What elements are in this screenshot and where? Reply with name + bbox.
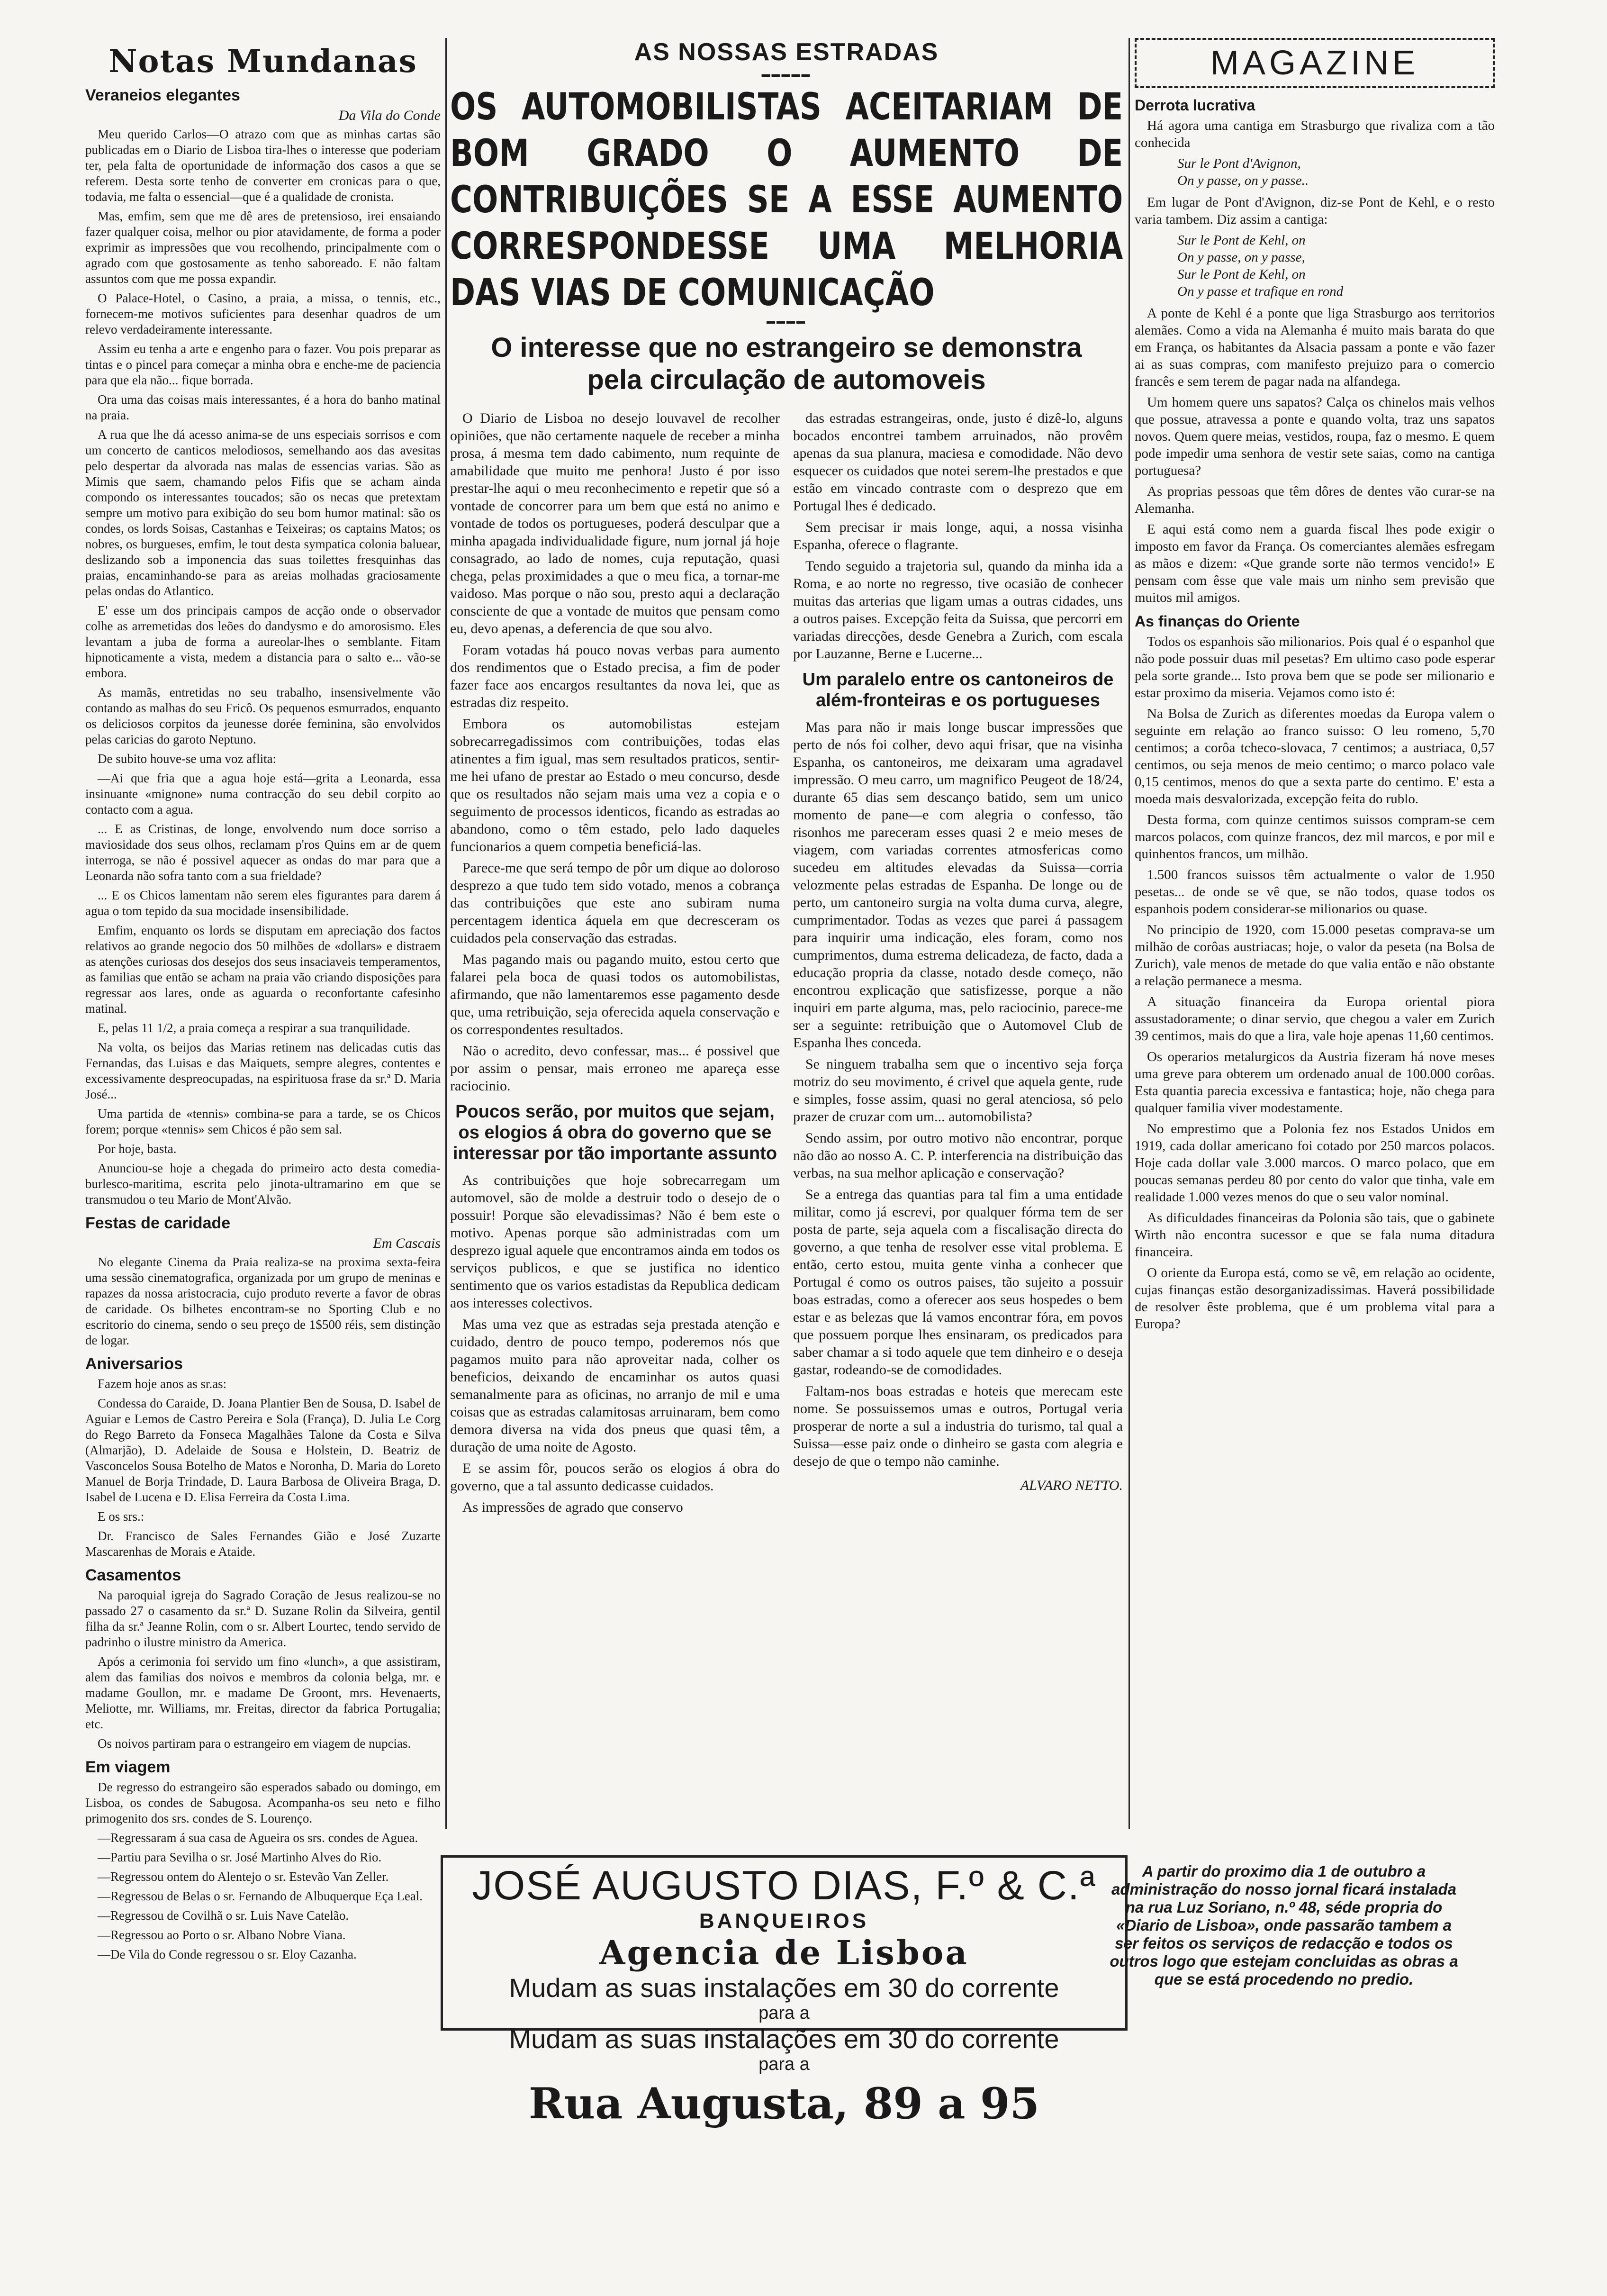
article-column-a-text bbox=[450, 409, 780, 1095]
headline-divider: ▬▬▬▬ bbox=[767, 316, 806, 326]
section-title-derrota: Derrota lucrativa bbox=[1135, 97, 1255, 114]
paragraph: Faltam-nos boas estradas e hoteis que merecam este nome. Se possuissemos umas e outros, Portugal veria prosperar de norte a sul a industria do turismo, tal qual a Suissa—esse paiz onde o dinheiro se gasta com alegria e desejo de que o tempo não caminhe. bbox=[793, 1383, 1123, 1469]
paragraph: Embora os automobilistas estejam sobrecarregadissimos com contribuições, todas elas atinentes a fim igual, mas sem resultados praticos, sentir-me hei ufano de prestar ao Estado o meu concurso, desde que os resultados não sejam mais uma vez a copia e o seguimento de processos identicos, ficando as estradas ao abandono, como o têm estado, pelo lado daqueles funcionarios a quem competia beneficiá-las. bbox=[450, 716, 780, 854]
paragraph: As dificuldades financeiras da Polonia são tais, que o gabinete Wirth não encontra sucessor e que se fala numa ditadura financeira. bbox=[1135, 1210, 1495, 1260]
paragraph: Condessa do Caraide, D. Joana Plantier Ben de Sousa, D. Isabel de Aguiar e Lemos de Castro Pereira e Sola (França), D. Julia Le Corg do Rego Barreto da Fonseca Magalhães Talone da Costa e Silva (Almarjão), D. Adelaide de Sousa e Holstein, D. Beatriz de Vasconcelos Sousa Botelho de Matos e Noronha, D. Maria do Loreto Manuel de Borja Trindade, D. Laura Barbosa de Oliveira Braga, D. Isabel de Lucena e D. Elisa Ferreira da Costa Lima. bbox=[85, 1396, 441, 1504]
ad-move-line-2: para a bbox=[758, 2003, 810, 2023]
paragraph: As contribuições que hoje sobrecarregam um automovel, são de molde a destruir todo o desejo de o possuir! Porque são elevadissimas? Não é bem este o motivo. Apenas porque são administradas com um desprezo igual aquele que encontramos ainda em todos os serviços publicos, e que se justifica no identico sentimento que os varios estadistas da Republica dedicam aos interesses colectivos. bbox=[450, 1172, 780, 1311]
paragraph: Foram votadas há pouco novas verbas para aumento dos rendimentos que o Estado precisa, a fim de poder fazer face aos encargos resultantes da nova lei, que as estradas diz respeito. bbox=[450, 642, 780, 710]
paragraph: Mas uma vez que as estradas seja prestada atenção e cuidado, dentro de pouco tempo, poderemos nós que pagamos muito para não aproveitar nada, colher os beneficios, deixando de encaminhar os autos quasi semanalmente para as oficinas, no arranjo de mil e uma coisas que as estradas calamitosas arruinaram, bem como demora diversa na vida dos pneus que quasi têm, a duração de uma noite de Agosto. bbox=[450, 1316, 780, 1455]
paragraph: —Regressou de Belas o sr. Fernando de Albuquerque Eça Leal. bbox=[98, 1889, 423, 1903]
ad-move-line-1: Mudam as suas instalações em 30 do corrente bbox=[509, 1973, 1059, 2003]
section-title: Festas de caridade bbox=[85, 1214, 231, 1232]
article-body bbox=[450, 409, 1123, 1520]
paragraph: Mas pagando mais ou pagando muito, estou certo que falarei pela boca de quasi todos os automobilistas, afirmando, que não lamentaremos esse pagamento desde que, uma retribuição, seja oferecida aquela conservação e os correspondentes resultados. bbox=[450, 952, 780, 1037]
ad-agency: Agencia de Lisboa bbox=[599, 1933, 969, 1972]
paragraph: ... E os Chicos lamentam não serem eles figurantes para darem á agua o tom tepido da sua mocidade insensibilidade. bbox=[85, 888, 441, 918]
paragraph: —Regressou de Covilhã o sr. Luis Nave Catelão. bbox=[98, 1908, 349, 1923]
paragraph: —Regressou ontem do Alentejo o sr. Estevão Van Zeller. bbox=[98, 1869, 389, 1884]
article-column-b-text bbox=[793, 409, 1123, 662]
paragraph: Os noivos partiram para o estrangeiro em viagem de nupcias. bbox=[98, 1736, 411, 1751]
kicker-divider: ▬▬▬▬▬ bbox=[761, 69, 812, 79]
administration-notice: A partir do proximo dia 1 de outubro a administração do nosso jornal ficará instalada na rua Luz Soriano, n.º 48, séde propria do «Diario de Lisboa», onde passarão tambem a ser feitos os serviços de redacção e todos os outros logo que estejam concluidas as obras a que se está procedendo no predio. bbox=[1110, 1862, 1458, 1988]
paragraph: Em lugar de Pont d'Avignon, diz-se Pont de Kehl, e o resto varia tambem. Diz assim a cantiga: bbox=[1135, 195, 1495, 227]
article-column-a bbox=[450, 409, 780, 1520]
paragraph: E se assim fôr, poucos serão os elogios á obra do governo, que a tal assunto dedicasse cuidados. bbox=[450, 1461, 780, 1494]
left-sections bbox=[85, 86, 441, 1962]
paragraph: O Palace-Hotel, o Casino, a praia, a missa, o tennis, etc., fornecem-me motivos suficientes para desenhar quadros de um relevo verdadeiramente interessante. bbox=[85, 291, 441, 336]
paragraph: —Ai que fria que a agua hoje está—grita a Leonarda, essa insinuante «mignone» numa contracção do seu debil corpito ao contacto com a agua. bbox=[85, 771, 441, 817]
notas-mundanas-masthead: Notas Mundanas bbox=[108, 43, 417, 80]
paragraph: Uma partida de «tennis» combina-se para a tarde, se os Chicos forem; porque «tennis» sem Chicos é pão sem sal. bbox=[85, 1107, 441, 1136]
paragraph: As proprias pessoas que têm dôres de dentes vão curar-se na Alemanha. bbox=[1135, 484, 1495, 516]
paragraph: Fazem hoje anos as sr.as: bbox=[98, 1377, 227, 1391]
derrota-paragraphs bbox=[1135, 305, 1495, 606]
paragraph: E aqui está como nem a guarda fiscal lhes pode exigir o imposto em favor da França. Os comerciantes alemães esfregam as mãos e dizem: «Que grande sorte não termos vencido!» E pensam com êsse que vale mais um ninho sem previsão que muitos mil amigos. bbox=[1135, 522, 1495, 605]
paragraph: No emprestimo que a Polonia fez nos Estados Unidos em 1919, cada dollar americano foi cotado por 250 marcos polacos. Hoje cada dollar vale 3.000 marcos. O marco polaco, que em poucas semanas perdeu 80 por cento do valor que tinha, vale em realidade 1.000 vezes menos do que o seu valor nominal. bbox=[1135, 1121, 1495, 1205]
paragraph: Ora uma das coisas mais interessantes, é a hora do banho matinal na praia. bbox=[85, 392, 441, 422]
column-rule-left bbox=[445, 38, 447, 1829]
paragraph: Tendo seguido a trajetoria sul, quando da minha ida a Roma, e ao norte no regresso, tive ocasião de conhecer muitas das arterias que ligam umas a outras cidades, uns a outros paises. Excepção feita da Suissa, que percorri em variadas direcções, desde Genebra a Zurich, com escala por Lauzanne, Berne e Lucerne... bbox=[793, 558, 1123, 662]
ad-bank-name: JOSÉ AUGUSTO DIAS, F.º & C.ª bbox=[472, 1863, 1096, 1908]
article-column-b-text-2 bbox=[793, 718, 1123, 1470]
notas-mundanas-column bbox=[85, 33, 441, 2038]
paragraph: —Partiu para Sevilha o sr. José Martinho Alves do Rio. bbox=[98, 1850, 382, 1864]
paragraph: A situação financeira da Europa oriental piora assustadoramente; o dinar servio, que chegou a valer em Zurich 39 centimos, mais do que a lira, vale hoje apenas 11,60 centimos. bbox=[1135, 994, 1495, 1044]
paragraph: —Regressaram á sua casa de Agueira os srs. condes de Aguea. bbox=[98, 1831, 418, 1845]
financas-paragraphs bbox=[1135, 633, 1495, 1333]
magazine-column bbox=[1135, 33, 1495, 1834]
ad-street: Rua Augusta, 89 a 95 bbox=[528, 2078, 1040, 2129]
paragraph: Há agora uma cantiga em Strasburgo que rivaliza com a tão conhecida bbox=[1135, 118, 1495, 150]
paragraph: Um homem quere uns sapatos? Calça os chinelos mais velhos que possue, atravessa a ponte e quando volta, traz uns sapatos novos. Quem quere meias, vestidos, roupa, faz o mesmo. E quem pode impedir uma senhora de vestir sete saias, como na cantiga portuguesa? bbox=[1135, 395, 1495, 478]
section-title: Veraneios elegantes bbox=[85, 86, 240, 104]
paragraph: Na paroquial igreja do Sagrado Coração de Jesus realizou-se no passado 27 o casamento da sr.ª D. Suzane Rolin da Silveira, gentil filha da sr.ª Jeanne Rolin, com o sr. Albert Lourtec, tendo servido de padrinho o ilustre ministro da America. bbox=[85, 1588, 441, 1649]
main-article bbox=[450, 33, 1123, 1858]
paragraph: Assim eu tenha a arte e engenho para o fazer. Vou pois preparar as tintas e o pincel para começar a minha obra e enche-me de paciencia para que ela não... fique borrada. bbox=[85, 342, 441, 387]
verse-avignon: Sur le Pont d'Avignon, On y passe, on y passe.. bbox=[1177, 156, 1309, 188]
paragraph: A ponte de Kehl é a ponte que liga Strasburgo aos territorios alemães. Como a vida na Alemanha é muito mais barata do que em França, os habitantes da Alsacia passam a ponte e vão fazer ai as suas compras, com manifesto prejuizo para o comercio francês e sem terem de pagar nada na alfandega. bbox=[1135, 306, 1495, 389]
article-signature: ALVARO NETTO. bbox=[1020, 1478, 1123, 1493]
paragraph: Mas para não ir mais longe buscar impressões que perto de nós foi colher, devo aqui frisar, que na visinha Espanha, os cantoneiros, me deixaram uma agradavel impressão. O meu carro, um magnifico Peugeot de 18/24, durante 65 dias sem descanço batido, sem um unico momento de pane—e com alegria o confesso, tão risonhos me pareceram esses quasi 2 e meio meses de viagem, com variadas correntes atmosfericas como sucedeu em altitudes elevadas da Suissa—corria velozmente pelas estradas de Espanha. De longe ou de perto, um cantoneiro surgia na volta duma curva, alegre, cumprimentador. Todas as vezes que parei á passagem para inquirir uma indicação, eles foram, como nos cumprimentos, duma estrema delicadeza, de facto, dada a educação propria da classe, notado desde começo, não encontrou explicação que satisfizesse, porque a não inquiri em parte alguma, mas, pelo raciocinio, parece-me ser a seguinte: retribuição que o Automovel Club de Espanha lhes conceda. bbox=[793, 719, 1123, 1051]
paragraph: De regresso do estrangeiro são esperados sabado ou domingo, em Lisboa, os condes de Sabugosa. Acompanha-os seu neto e filho primogenito dos srs. condes de S. Lourenço. bbox=[85, 1780, 441, 1825]
article-column-a-text-2 bbox=[450, 1171, 780, 1516]
paragraph: E, pelas 11 1/2, a praia começa a respirar a sua tranquilidade. bbox=[98, 1021, 411, 1035]
paragraph: Se ninguem trabalha sem que o incentivo seja força motriz do seu movimento, é crivel que aquela gente, rude e simples, fosse assim, quasi no geral atenciosa, só pelo prazer de cruzar com um... automobilista? bbox=[793, 1056, 1123, 1125]
paragraph: Não o acredito, devo confessar, mas... é possivel que por assim o pensar, mais erroneo me apareça esse raciocinio. bbox=[450, 1043, 780, 1094]
paragraph: Todos os espanhois são milionarios. Pois qual é o espanhol que não pode possuir duas mil pesetas? Em ultimo caso pode esperar pela sorte grande... Isto prova bem que se pode ser milionario e estar proximo da miseria. Vejamos como isto é: bbox=[1135, 634, 1495, 700]
paragraph: Por hoje, basta. bbox=[98, 1142, 177, 1156]
paragraph: Se a entrega das quantias para tal fim a uma entidade militar, como já escrevi, por qualquer fórma tem de ser posta de parte, seja aquela com a fiscalisação directa do governo, a que tenha de resolver esse vital problema. E então, certo estou, muita gente vinha a conhecer que Portugal é como os outros paises, tão sujeito a possuir boas estradas, como a oferecer aos seus hospedes o bem estar e as belezas que lá vamos encontrar fóra, em povos que possuem porque lhes ensinaram, os predicados para saber chamar a si todo aquele que tem dinheiro e o deseja gastar, rodeando-se de comodidades. bbox=[793, 1187, 1123, 1378]
paragraph: E' esse um dos principais campos de acção onde o observador colhe as arremetidas dos leões do dandysmo e do amorosismo. Eles levantam a juba de forma a aureolar-lhes o semblante. Fitam hipnoticamente a vista, medem a distancia para o salto e... vão-se embora. bbox=[85, 603, 441, 680]
bank-advertisement bbox=[441, 1855, 1128, 2129]
paragraph: A rua que lhe dá acesso anima-se de uns especiais sorrisos e com um concerto de canticos melodiosos, semelhando aos das avesitas pelo despertar da alvorada nas malas de essencias varias. São as Mimis que saem, chamando pelos Fifis que se acham ainda compondo os interessantes toucados; são os necas que pretextam sempre um motivo para exibição do seu bom humor matinal: são os condes, os lords Soisas, Castanhas e Teixeiras; os captains Matos; os nobres, os burgueses, emfim, le tout desta sympatica colonia baluear, deslizando sob a imponencia das suas toilettes fresquinhas das praias, encaminhando-se para as areias molhadas graciosamente pelas ondas do Atlantico. bbox=[85, 427, 441, 598]
article-column-b bbox=[793, 409, 1123, 1520]
paragraph: —Regressou ao Porto o sr. Albano Nobre Viana. bbox=[98, 1928, 346, 1942]
paragraph: As impressões de agrado que conservo bbox=[462, 1499, 683, 1515]
verse-kehl: Sur le Pont de Kehl, on On y passe, on y passe, Sur le Pont de Kehl, on On y passe et trafique en rond bbox=[1177, 233, 1344, 299]
dateline: Em Cascais bbox=[373, 1235, 441, 1251]
ad-subtitle: BANQUEIROS bbox=[699, 1909, 869, 1933]
paragraph: Parece-me que será tempo de pôr um dique ao doloroso desprezo a que tudo tem sido votado, menos a cobrança das contribuições que este ano subiram numa percentagem identica áquela em que decresceram os cuidados pela conservação das estradas. bbox=[450, 860, 780, 946]
paragraph: das estradas estrangeiras, onde, justo é dizê-lo, alguns bocados encontrei tambem arruinados, não provêm apenas da sua planura, maciesa e comodidade. Não devo esquecer os cuidados que notei serem-lhe prestados e que estão em vincado contraste com o desprezo que em Portugal lhes é dedicado. bbox=[793, 410, 1123, 514]
magazine-masthead: MAGAZINE bbox=[1135, 38, 1495, 88]
paragraph: Os operarios metalurgicos da Austria fizeram há nove meses uma greve para obterem um ordenado anual de 100.000 corôas. Esta quantia parecia excessiva e fantastica; hoje, não chega para qualquer familia viver modestamente. bbox=[1135, 1049, 1495, 1116]
paragraph: E os srs.: bbox=[98, 1509, 144, 1524]
paragraph: 1.500 francos suissos têm actualmente o valor de 1.950 pesetas... de onde se vê que, se não todos, quase todos os espanhois podem considerar-se milionarios ou quase. bbox=[1135, 867, 1495, 917]
paragraph: Desta forma, com quinze centimos suissos compram-se cem marcos polacos, com quinze francos, dez mil marcos, e por mil e quinhentos francos, um milhão. bbox=[1135, 812, 1495, 862]
article-subheading-paralelo: Um paralelo entre os cantoneiros de além-fronteiras e os portugueses bbox=[802, 670, 1114, 710]
paragraph: Sem precisar ir mais longe, aqui, a nossa visinha Espanha, oferece o flagrante. bbox=[793, 519, 1123, 553]
column-rule-right bbox=[1129, 38, 1130, 1829]
paragraph: O Diario de Lisboa no desejo louvavel de recolher opiniões, que não certamente naquele de receber a minha prosa, á mesma tem dado cabimento, num requinte de amabilidade que muito me penhora! Justo é por isso prestar-lhe aqui o meu reconhecimento e repetir que só a vontade de concorrer para um bem que está no animo e vontade de todos os portugueses, poderá desculpar que a minha apagada individualidade figure, num jornal já hoje consagrado, ao lado de nomes, cuja reputação, quasi chega, pelas proximidades a que o meu fica, a tornar-me vaidoso. Mas porque o não sou, presto aqui a declaração consciente de que a vontade de muitos que pensam como eu, devo apenas, a deferencia de que sou alvo. bbox=[450, 410, 780, 636]
paragraph: Na volta, os beijos das Marias retinem nas delicadas cutis das Fernandas, das Luisas e das Maiquets, sempre alegres, contentes e excessivamente despreocupadas, na espirituosa frase da sr.ª D. Maria José... bbox=[85, 1040, 441, 1101]
section-kicker: AS NOSSAS ESTRADAS bbox=[634, 38, 939, 66]
section-title: Aniversarios bbox=[85, 1355, 183, 1373]
paragraph: Anunciou-se hoje a chegada do primeiro acto desta comedia-burlesco-maritima, escrita pelo jinota-ultramarino em que se transmudou o teu Mario de Mont'Alvão. bbox=[85, 1161, 441, 1207]
paragraph: —De Vila do Conde regressou o sr. Eloy Cazanha. bbox=[98, 1947, 357, 1961]
dateline: Da Vila do Conde bbox=[338, 108, 441, 123]
paragraph: ... E as Cristinas, de longe, envolvendo num doce sorriso a maviosidade dos seus olhos, reclamam p'ros Quins em ar de quem interroga, se não é possivel aquecer as ondas do mar para que a Leonarda não sofra tanto com a sua frieldade? bbox=[85, 822, 441, 883]
section-title-financas: As finanças do Oriente bbox=[1135, 613, 1300, 630]
paragraph: Na Bolsa de Zurich as diferentes moedas da Europa valem o seguinte em relação ao franco suisso: O leu romeno, 5,70 centimos; a corôa tcheco-slovaca, 7 centimos; a austriaca, 0,57 centimos, ou seja menos de meio centimo; o marco polaco vale 0,15 centimos, menos do que a sexta parte do centimo. E' esta a moeda mais desvalorizada, excepção feita do rublo. bbox=[1135, 706, 1495, 807]
paragraph: Sendo assim, por outro motivo não encontrar, porque não dão ao nosso A. C. P. interferencia na distribuição das verbas, na sua melhor aplicação e conservação? bbox=[793, 1130, 1123, 1181]
article-subhead: O interesse que no estrangeiro se demonstra pela circulação de automoveis bbox=[491, 332, 1082, 395]
paragraph: Dr. Francisco de Sales Fernandes Gião e José Zuzarte Mascarenhas de Morais e Ataide. bbox=[85, 1529, 441, 1559]
ad-move-line-3: Mudam as suas instalações em 30 do corrente bbox=[509, 2024, 1059, 2054]
paragraph: Meu querido Carlos—O atrazo com que as minhas cartas são publicadas em o Diario de Lisboa tira-lhes o interesse que poderiam ter, pela falta de oportunidade de informação dos casos a que se referem. Desta sorte tenho de converter em cronicas para o que, todavia, me falta o essencial—que é a qualidade de cronista. bbox=[85, 127, 441, 204]
paragraph: O oriente da Europa está, como se vê, em relação ao ocidente, cujas finanças estão desorganizadissimas. Haverá possibilidade de resolver êste problema, que é um problema vital para a Europa? bbox=[1135, 1265, 1495, 1332]
section-title: Casamentos bbox=[85, 1566, 181, 1584]
section-title: Em viagem bbox=[85, 1758, 171, 1776]
article-subheading-elogios: Poucos serão, por muitos que sejam, os elogios á obra do governo que se interessar por tão importante assunto bbox=[452, 1102, 777, 1163]
paragraph: Emfim, enquanto os lords se disputam em apreciação dos factos relativos ao grande negocio dos 50 milhões de «dollars» e distraem as atenções curiosas dos desejos dos seus insaciaveis temperamentos, as familias que então se acham na praia vão criando disposições para regressar aos lares, onde as aguarda o reconfortante cafesinho matinal. bbox=[85, 923, 441, 1016]
paragraph: Mas, emfim, sem que me dê ares de pretensioso, irei ensaiando fazer qualquer coisa, melhor ou pior atavidamente, de forma a poder exprimir as impressões que vou recolhendo, principalmente com o agrado com que gostosamente as tenho saboreado. E não faltam assuntos com que me possa expandir. bbox=[85, 209, 441, 286]
paragraph: No elegante Cinema da Praia realiza-se na proxima sexta-feira uma sessão cinematografica, organizada por um grupo de meninas e rapazes da nossa aristocracia, cujo produto reverte a favor de obras de caridade. Os bilhetes encontram-se no Sporting Club e no escritorio do cinema, sendo o seu preço de 1$500 réis, sem distinção de logar. bbox=[85, 1255, 441, 1347]
main-headline: OS AUTOMOBILISTAS ACEITARIAM DE BOM GRADO O AUMENTO DE CONTRIBUIÇÕES SE A ESSE AUMENTO CORRESPONDESSE UMA MELHORIA DAS VIAS DE COMUNICAÇÃO bbox=[450, 86, 1123, 314]
ad-move-line-4: para a bbox=[758, 2054, 810, 2074]
paragraph: No principio de 1920, com 15.000 pesetas comprava-se um milhão de corôas austriacas; hoje, o valor da peseta (na Bolsa de Zurich), vale menos de metade do que valia então e não obstante a relação permanece a mesma. bbox=[1135, 922, 1495, 989]
paragraph: As mamãs, entretidas no seu trabalho, insensivelmente vão contando as malhas do seu Fricô. Os pequenos esmurrados, enquanto os deliciosos corpitos da jeunesse dorée feminina, são envolvidos pelas caricias do garoto Neptuno. bbox=[85, 685, 441, 746]
paragraph: De subito houve-se uma voz aflita: bbox=[98, 752, 277, 766]
paragraph: Após a cerimonia foi servido um fino «lunch», a que assistiram, alem das familias dos noivos e membros da colonia belga, mr. e madame Goullon, mr. e madame De Groont, mrs. Hevenaerts, Meliotte, mr. Williams, mr. Freitas, director da fabrica Portugalia; etc. bbox=[85, 1654, 441, 1731]
